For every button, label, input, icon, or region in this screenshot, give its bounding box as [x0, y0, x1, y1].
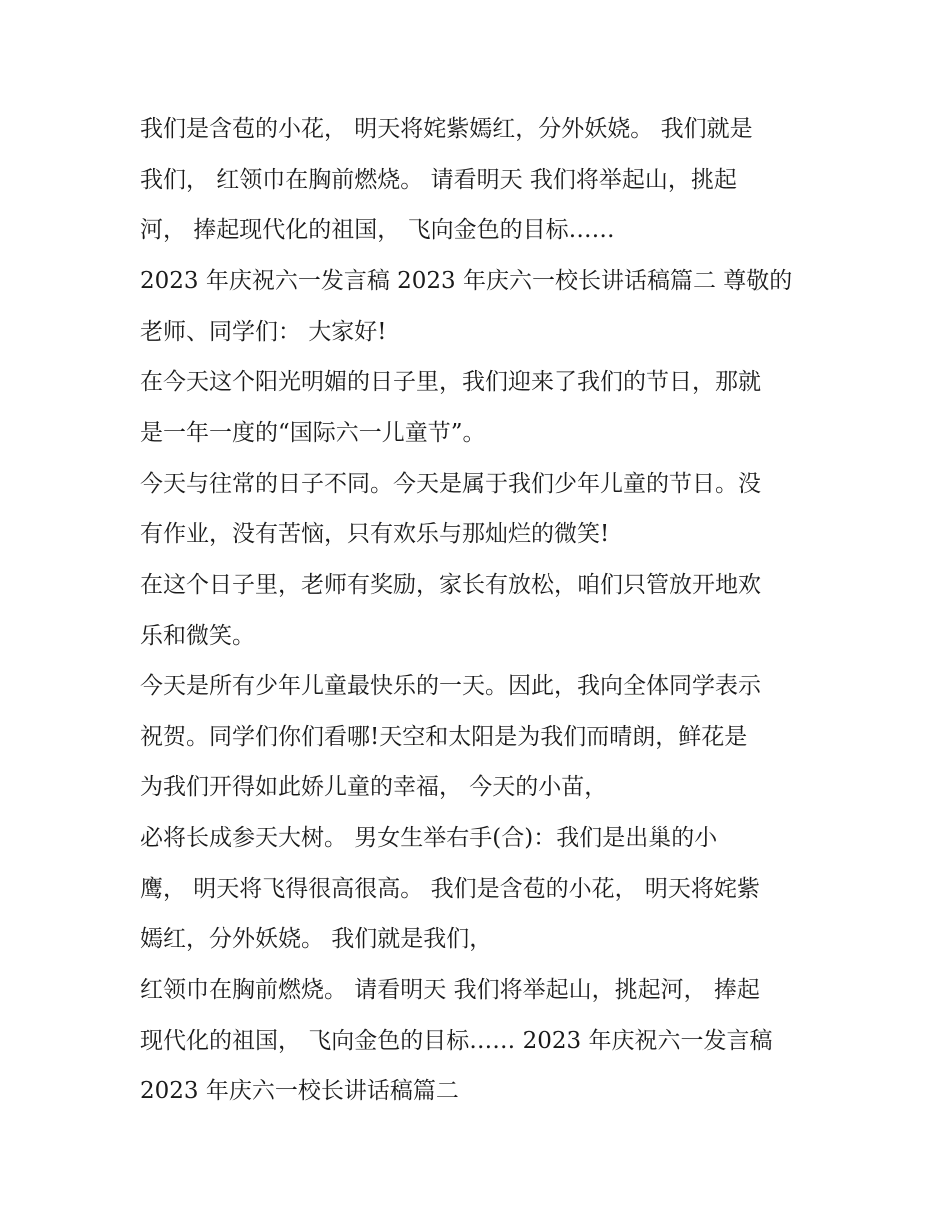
text-line: 现代化的祖国， 飞向金色的目标…… 2023 年庆祝六一发言稿 — [140, 1028, 773, 1054]
text-line: 我们， 红领巾在胸前燃烧。 请看明天 我们将举起山，挑起 — [140, 167, 737, 193]
text-line: 乐和微笑。 — [140, 623, 255, 649]
text-line: 今天与往常的日子不同。今天是属于我们少年儿童的节日。没 — [140, 471, 761, 497]
text-line: 在这个日子里，老师有奖励，家长有放松，咱们只管放开地欢 — [140, 572, 761, 598]
text-line: 祝贺。同学们你们看哪!天空和太阳是为我们而晴朗，鲜花是 — [140, 724, 748, 750]
text-line: 嫣红，分外妖娆。 我们就是我们， — [140, 926, 493, 952]
text-line: 河， 捧起现代化的祖国， 飞向金色的目标…… — [140, 217, 615, 243]
text-line: 有作业，没有苦恼，只有欢乐与那灿烂的微笑! — [140, 521, 610, 547]
text-line: 为我们开得如此娇儿童的幸福， 今天的小苗， — [140, 774, 608, 800]
text-line: 红领巾在胸前燃烧。 请看明天 我们将举起山，挑起河， 捧起 — [140, 977, 760, 1003]
text-line: 必将长成参天大树。 男女生举右手(合)：我们是出巢的小 — [140, 825, 718, 851]
text-line: 我们是含苞的小花， 明天将姹紫嫣红，分外妖娆。 我们就是 — [140, 116, 753, 142]
text-line: 今天是所有少年儿童最快乐的一天。因此，我向全体同学表示 — [140, 673, 761, 699]
text-line: 鹰， 明天将飞得很高很高。 我们是含苞的小花， 明天将姹紫 — [140, 876, 760, 902]
text-line: 在今天这个阳光明媚的日子里，我们迎来了我们的节日，那就 — [140, 369, 761, 395]
text-line: 是一年一度的“国际六一儿童节”。 — [140, 420, 486, 446]
text-line: 老师、同学们： 大家好! — [140, 319, 387, 345]
text-line: 2023 年庆祝六一发言稿 2023 年庆六一校长讲话稿篇二 尊敬的 — [140, 268, 793, 294]
text-line: 2023 年庆六一校长讲话稿篇二 — [140, 1078, 459, 1104]
